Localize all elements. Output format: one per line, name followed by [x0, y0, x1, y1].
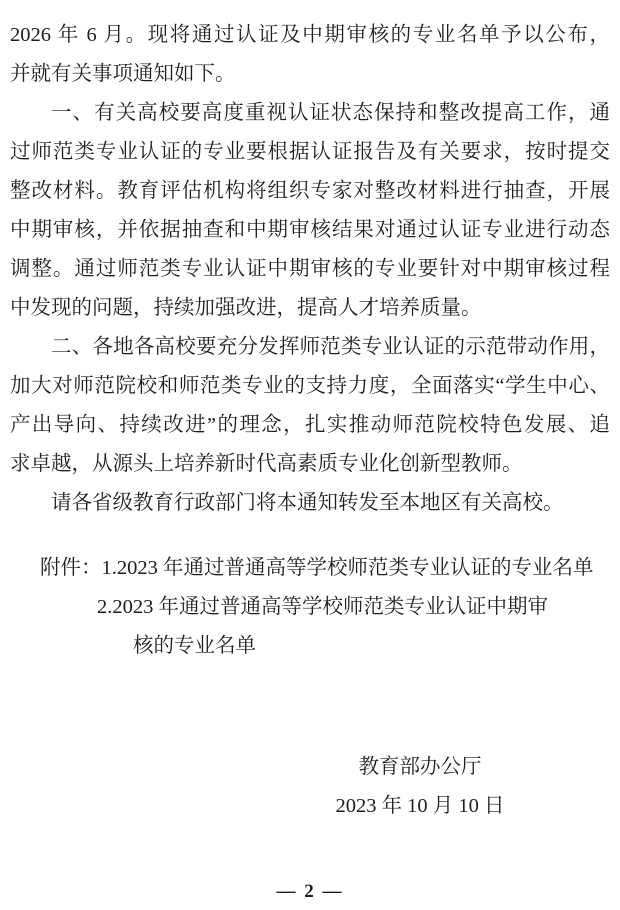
signature-office: 教育部办公厅: [358, 756, 482, 778]
signature-date: 2023 年 10 月 10 日: [335, 795, 505, 817]
attachment-item-2: 2.2023 年通过普通高等学校师范类专业认证中期审: [97, 596, 548, 618]
attachment-label: 附件：: [40, 557, 102, 579]
body-line: 调整。通过师范类专业认证中期审核的专业要针对中期审核过程: [10, 258, 610, 280]
body-line: 2026 年 6 月。现将通过认证及中期审核的专业名单予以公布，: [10, 24, 610, 46]
body-line-section-2: 二、各地各高校要充分发挥师范类专业认证的示范带动作用，: [51, 336, 610, 358]
body-line: 产出导向、持续改进”的理念，扎实推动师范院校特色发展、追: [10, 414, 610, 436]
body-line: 并就有关事项通知如下。: [10, 63, 236, 85]
attachment-block: [0, 549, 620, 666]
attachment-item-2-continuation: 核的专业名单: [133, 635, 256, 657]
body-line: 加大对师范院校和师范类专业的支持力度，全面落实“学生中心、: [10, 375, 610, 397]
body-line: 过师范类专业认证的专业要根据认证报告及有关要求，按时提交: [10, 141, 610, 163]
body-line-forward-request: 请各省级教育行政部门将本通知转发至本地区有关高校。: [51, 492, 564, 514]
body-line: 整改材料。教育评估机构将组织专家对整改材料进行抽查，开展: [10, 180, 610, 202]
body-line: 中发现的问题，持续加强改进，提高人才培养质量。: [10, 297, 482, 319]
body-line: 求卓越，从源头上培养新时代高素质专业化创新型教师。: [10, 453, 523, 475]
attachment-line: [40, 549, 610, 588]
body-line: 中期审核，并依据抽查和中期审核结果对通过认证专业进行动态: [10, 219, 610, 241]
page-number: — 2 —: [276, 881, 344, 902]
signature-block: [315, 748, 525, 826]
attachment-item-1: 1.2023 年通过普通高等学校师范类专业认证的专业名单: [101, 557, 594, 579]
body-line-section-1: 一、有关高校要高度重视认证状态保持和整改提高工作，通: [51, 102, 610, 124]
